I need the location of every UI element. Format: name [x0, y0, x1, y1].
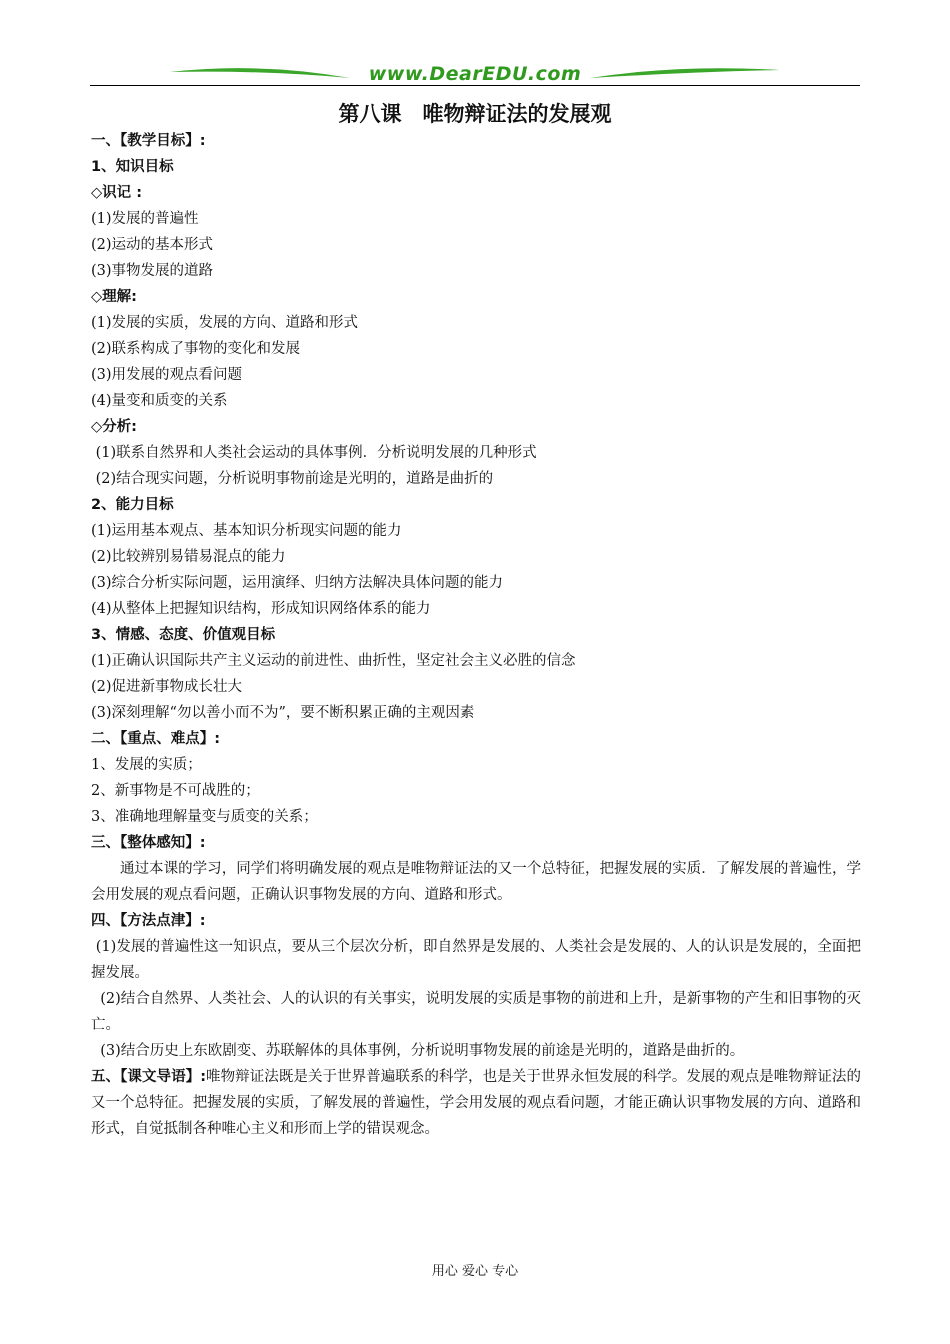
list-item: 2、新事物是不可战胜的； — [91, 783, 260, 799]
page-footer: 用心 爱心 专心 — [431, 1264, 519, 1279]
overview-paragraph: 通过本课的学习，同学们将明确发展的观点是唯物辩证法的又一个总特征，把握发展的实质．了解发展的普遍性，学会用发展的观点看问题，正确认识事物发展的方向、道路和形式。 — [91, 861, 861, 903]
list-item: (1)发展的普遍性 — [91, 211, 199, 227]
method-paragraph: (1)发展的普遍性这一知识点，要从三个层次分析，即自然界是发展的、人类社会是发展的、人的认识是发展的，全面把握发展。 — [91, 939, 861, 981]
list-item: (2)结合现实问题，分析说明事物前途是光明的，道路是曲折的 — [91, 471, 494, 487]
list-item: (1)正确认识国际共产主义运动的前进性、曲折性，坚定社会主义必胜的信念 — [91, 653, 576, 669]
intro-paragraph — [91, 1064, 861, 1142]
subsection-heading: 3、情感、态度、价值观目标 — [91, 627, 276, 643]
list-item: (3)事物发展的道路 — [91, 263, 214, 279]
subsection-heading: 2、能力目标 — [91, 497, 174, 513]
list-item: (2)运动的基本形式 — [91, 237, 214, 253]
section-heading: 二、【重点、难点】: — [91, 731, 221, 747]
section-heading: 四、【方法点津】: — [91, 913, 206, 929]
list-item: (2)联系构成了事物的变化和发展 — [91, 341, 301, 357]
list-item: (3)用发展的观点看问题 — [91, 367, 243, 383]
intro-text: 唯物辩证法既是关于世界普遍联系的科学，也是关于世界永恒发展的科学。发展的观点是唯物辩证法的又一个总特征。把握发展的实质，了解发展的普遍性，学会用发展的观点看问题，才能正确认识事物发展的方向、道路和形式，自觉抵制各种唯心主义和形而上学的错误观念。 — [91, 1069, 861, 1137]
page-title: 第八课 唯物辩证法的发展观 — [338, 102, 612, 126]
list-item: 1、发展的实质； — [91, 757, 202, 773]
section-heading: 一、【教学目标】: — [91, 133, 206, 149]
list-item: (3)综合分析实际问题，运用演绎、归纳方法解决具体问题的能力 — [91, 575, 504, 591]
document-body — [91, 128, 861, 1142]
list-item: (2)促进新事物成长壮大 — [91, 679, 243, 695]
method-paragraph: (2)结合自然界、人类社会、人的认识的有关事实，说明发展的实质是事物的前进和上升，是新事物的产生和旧事物的灭亡。 — [91, 991, 861, 1033]
method-paragraph: (3)结合历史上东欧剧变、苏联解体的具体事例，分析说明事物发展的前途是光明的，道路是曲折的。 — [91, 1043, 745, 1059]
header-divider — [90, 85, 860, 86]
subsection-heading: ◇识记 : — [91, 185, 142, 201]
subsection-heading: ◇理解: — [91, 289, 137, 305]
site-logo[interactable]: www.DearEDU.com — [368, 63, 582, 85]
section-heading: 三、【整体感知】: — [91, 835, 206, 851]
list-item: (2)比较辨别易错易混点的能力 — [91, 549, 286, 565]
list-item: (1)发展的实质，发展的方向、道路和形式 — [91, 315, 359, 331]
list-item: (4)从整体上把握知识结构，形成知识网络体系的能力 — [91, 601, 431, 617]
list-item: (1)运用基本观点、基本知识分析现实问题的能力 — [91, 523, 402, 539]
page-header — [90, 60, 860, 90]
subsection-heading: 1、知识目标 — [91, 159, 174, 175]
list-item: 3、准确地理解量变与质变的关系； — [91, 809, 318, 825]
section-heading: 五、【课文导语】: — [91, 1069, 206, 1085]
list-item: (4)量变和质变的关系 — [91, 393, 228, 409]
subsection-heading: ◇分析: — [91, 419, 137, 435]
list-item: (3)深刻理解“勿以善小而不为”，要不断积累正确的主观因素 — [91, 705, 475, 721]
list-item: (1)联系自然界和人类社会运动的具体事例．分析说明发展的几种形式 — [91, 445, 537, 461]
